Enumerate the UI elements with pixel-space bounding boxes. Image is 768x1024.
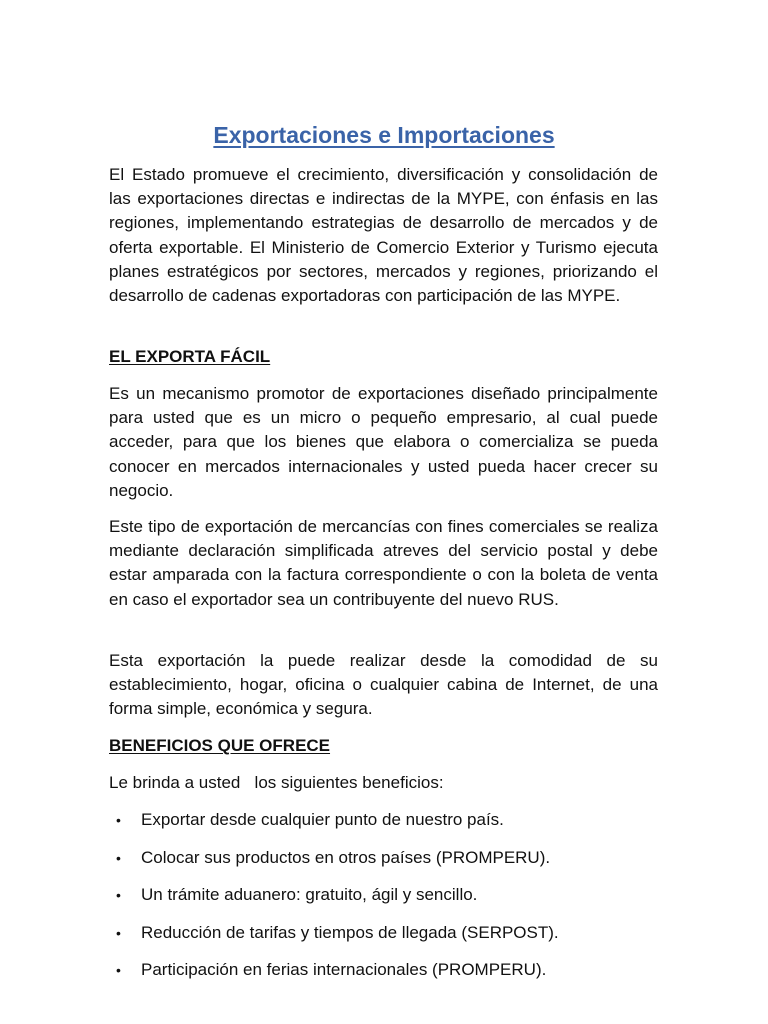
bullet-icon: • bbox=[116, 812, 121, 828]
section-heading-exporta-facil: EL EXPORTA FÁCIL bbox=[109, 347, 271, 366]
paragraph-comodidad: Esta exportación la puede realizar desde la comodidad de su establecimiento, hogar, oficina o cualquier cabina de Internet, de una forma simple, económica y segura. bbox=[109, 651, 658, 719]
list-item-text: Participación en ferias internacionales (PROMPERU). bbox=[141, 960, 547, 979]
section-heading-beneficios: BENEFICIOS QUE OFRECE bbox=[109, 736, 331, 755]
paragraph-mecanismo: Es un mecanismo promotor de exportaciones diseñado principalmente para usted que es un micro o pequeño empresario, al cual puede acceder, para que los bienes que elabora o comercializa se pueda conocer en mercados internacionales y usted pueda hacer crecer su negocio. bbox=[109, 384, 658, 500]
list-item bbox=[0, 883, 768, 921]
intro-paragraph: El Estado promueve el crecimiento, diversificación y consolidación de las exportaciones directas e indirectas de la MYPE, con énfasis en las regiones, implementando estrategias de desarrollo de mercados y de oferta exportable. El Ministerio de Comercio Exterior y Turismo ejecuta planes estratégicos por sectores, mercados y regiones, priorizando el desarrollo de cadenas exportadoras con participación de las MYPE. bbox=[109, 165, 658, 306]
list-item bbox=[0, 921, 768, 959]
bullet-icon: • bbox=[116, 924, 121, 941]
paragraph-tipo-exportacion: Este tipo de exportación de mercancías con fines comerciales se realiza mediante declaración simplificada atreves del servicio postal y debe estar amparada con la factura correspondiente o con la boleta de venta en caso el exportador sea un contribuyente del nuevo RUS. bbox=[109, 517, 658, 609]
bullet-icon: • bbox=[116, 849, 121, 866]
beneficios-intro: Le brinda a usted los siguientes beneficios: bbox=[109, 773, 444, 792]
bullet-icon: • bbox=[116, 887, 121, 903]
page-title: Exportaciones e Importaciones bbox=[213, 122, 555, 148]
bullet-icon: • bbox=[116, 962, 121, 978]
benefits-list bbox=[0, 808, 768, 996]
list-item bbox=[0, 846, 768, 884]
list-item-text: Reducción de tarifas y tiempos de llegada (SERPOST). bbox=[141, 922, 559, 942]
list-item bbox=[0, 808, 768, 846]
list-item-text: Exportar desde cualquier punto de nuestro país. bbox=[141, 810, 504, 829]
list-item-text: Colocar sus productos en otros países (PROMPERU). bbox=[141, 847, 551, 867]
list-item-text: Un trámite aduanero: gratuito, ágil y sencillo. bbox=[141, 885, 478, 904]
list-item bbox=[0, 958, 768, 996]
